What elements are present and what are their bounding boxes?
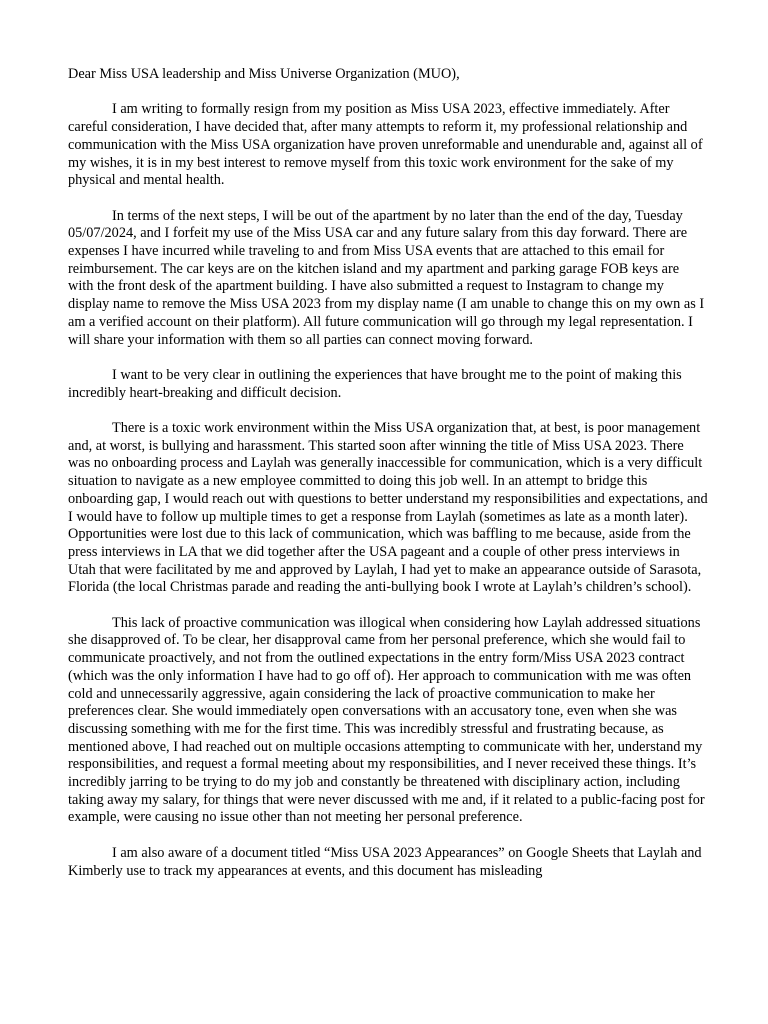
paragraph-next-steps: In terms of the next steps, I will be out of the apartment by no later than the end of the day, Tuesday 05/07/2024, and I forfeit my use of the Miss USA car and any future salary from this day forward. There are expenses I have incurred while traveling to and from Miss USA events that are attached to this email for reimbursement. The car keys are on the kitchen island and my apartment and parking garage FOB keys are with the front desk of the apartment building. I have also submitted a request to Instagram to change my display name to remove the Miss USA 2023 from my display name (I am unable to change this on my own as I am a verified account on their platform). All future communication will go through my legal representation. I will share your information with them so all parties can connect moving forward.: [68, 207, 705, 348]
paragraph-appearances-document: I am also aware of a document titled “Miss USA 2023 Appearances” on Google Sheets that Laylah and Kimberly use to track my appearances at events, and this document has misleading: [68, 844, 702, 879]
paragraph-communication: This lack of proactive communication was illogical when considering how Laylah addressed situations she disapproved of. To be clear, her disapproval came from her personal preference, which she would fail to communicate proactively, and not from the outlined expectations in the entry form/Miss USA 2023 contract (which was the only information I have had to go off of). Her approach to communication with me was often cold and unnecessarily aggressive, again considering the lack of proactive communication to make her preferences clear. She would immediately open conversations with an accusatory tone, even when she was discussing something with me for the first time. This was incredibly stressful and frustrating because, as mentioned above, I had reached out on multiple occasions attempting to communicate with her, understand my responsibilities, and request a formal meeting about my responsibilities, and I never received these things. It’s incredibly jarring to be trying to do my job and constantly be threatened with disciplinary action, including taking away my salary, for things that were never discussed with me and, if it related to a public-facing post for example, were causing no issue other than not meeting her personal preference.: [68, 614, 705, 826]
paragraph-toxic-environment: There is a toxic work environment within the Miss USA organization that, at best, is poor management and, at worst, is bullying and harassment. This started soon after winning the title of Miss USA 2023. There was no onboarding process and Laylah was generally inaccessible for communication, which is a very difficult situation to navigate as a new employee committed to doing this job well. In an attempt to bridge this onboarding gap, I would reach out with questions to better understand my responsibilities and expectations, and I would have to follow up multiple times to get a response from Laylah (sometimes as late as a month later). Opportunities were lost due to this lack of communication, which was baffling to me because, aside from the press interviews in LA that we did together after the USA pageant and a couple of other press interviews in Utah that were facilitated by me and approved by Laylah, I had yet to make an appearance outside of Sarasota, Florida (the local Christmas parade and reading the anti-bullying book I wrote at Laylah’s children’s school).: [68, 420, 708, 596]
salutation: Dear Miss USA leadership and Miss Universe Organization (MUO),: [68, 66, 460, 82]
resignation-letter: [68, 66, 708, 898]
paragraph-resignation: I am writing to formally resign from my position as Miss USA 2023, effective immediately. After careful consideration, I have decided that, after many attempts to reform it, my professional relationship and communication with the Miss USA organization have proven unreformable and unendurable and, against all of my wishes, it is in my best interest to remove myself from this toxic work environment for the sake of my physical and mental health.: [68, 101, 703, 189]
paragraph-intent: I want to be very clear in outlining the experiences that have brought me to the point of making this incredibly heart-breaking and difficult decision.: [68, 366, 682, 401]
